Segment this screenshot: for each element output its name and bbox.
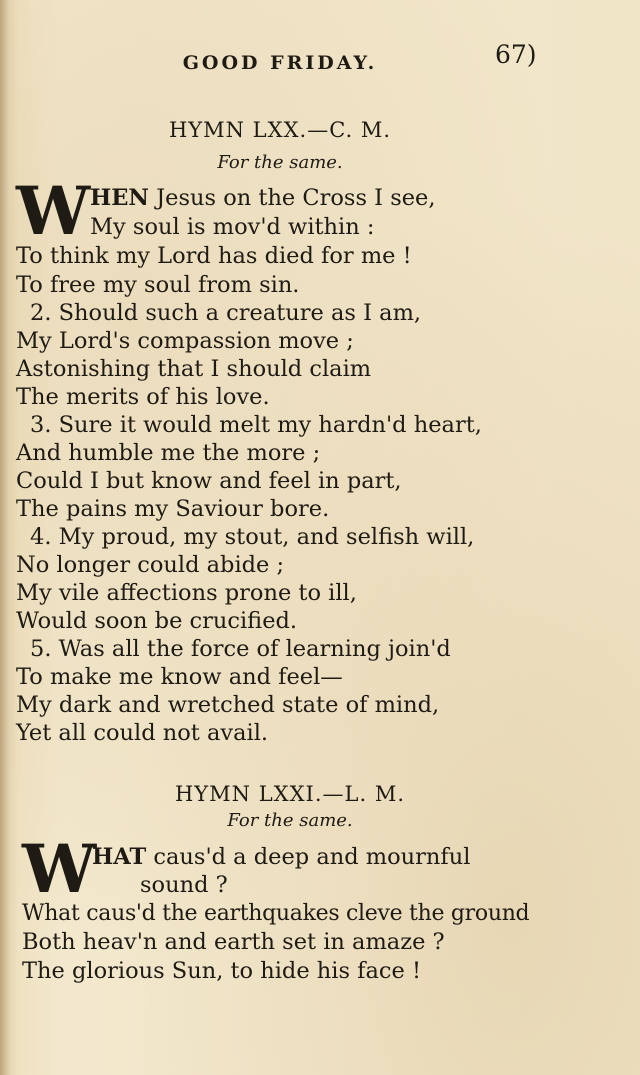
hymn-1-line: Would soon be crucified.: [16, 608, 298, 634]
hymn-1-dropcap: W: [16, 172, 91, 250]
hymn-1-line-1: [90, 184, 436, 212]
hymn-1-line: 4. My proud, my stout, and selfish will,: [30, 524, 475, 550]
hymn-1-line: To free my soul from sin.: [16, 272, 300, 298]
hymn-2-line: Both heav'n and earth set in amaze ?: [22, 929, 445, 955]
hymn-1-line: The pains my Saviour bore.: [16, 496, 330, 522]
hymn-2-line-1-text: caus'd a deep and mournful: [146, 844, 471, 870]
hymn-2-line: The glorious Sun, to hide his face !: [22, 958, 422, 984]
hymn-1-line: Could I but know and feel in part,: [16, 468, 402, 494]
hymn-1-line-1-text: Jesus on the Cross I see,: [148, 185, 436, 211]
hymn-2-line: sound ?: [140, 872, 228, 898]
hymn-2-dropcap: W: [22, 830, 97, 908]
page-number: 67): [495, 40, 537, 69]
hymn-1-line: To make me know and feel—: [16, 664, 343, 690]
hymn-1-title: HYMN LXX.—C. M.: [168, 118, 392, 142]
hymn-1-line: My dark and wretched state of mind,: [16, 692, 440, 718]
hymn-1-line: And humble me the more ;: [16, 440, 321, 466]
hymn-1-line: No longer could abide ;: [16, 552, 285, 578]
hymn-1-line: 5. Was all the force of learning join'd: [30, 636, 451, 662]
hymn-1-line: My soul is mov'd within :: [90, 214, 375, 240]
hymn-1-line: 2. Should such a creature as I am,: [30, 300, 422, 326]
hymn-1-line: The merits of his love.: [16, 384, 270, 410]
hymn-1-line: My Lord's compassion move ;: [16, 328, 354, 354]
hymn-1-line: Yet all could not avail.: [16, 720, 269, 746]
hymn-2-subtitle: For the same.: [227, 810, 353, 831]
hymn-1-first-word-rest: HEN: [90, 185, 149, 211]
hymn-2-line-1: [92, 843, 470, 871]
hymn-2-first-word-rest: HAT: [92, 844, 147, 870]
hymn-1-line: Astonishing that I should claim: [16, 356, 372, 382]
running-head: GOOD FRIDAY.: [182, 52, 378, 74]
hymn-1-line: My vile affections prone to ill,: [16, 580, 357, 606]
hymn-1-line: 3. Sure it would melt my hardn'd heart,: [30, 412, 482, 438]
hymn-1-line: To think my Lord has died for me !: [16, 243, 412, 269]
hymn-2-title: HYMN LXXI.—L. M.: [174, 782, 406, 806]
hymn-2-line: What caus'd the earthquakes cleve the ground: [22, 901, 530, 926]
hymn-1-subtitle: For the same.: [217, 152, 343, 173]
